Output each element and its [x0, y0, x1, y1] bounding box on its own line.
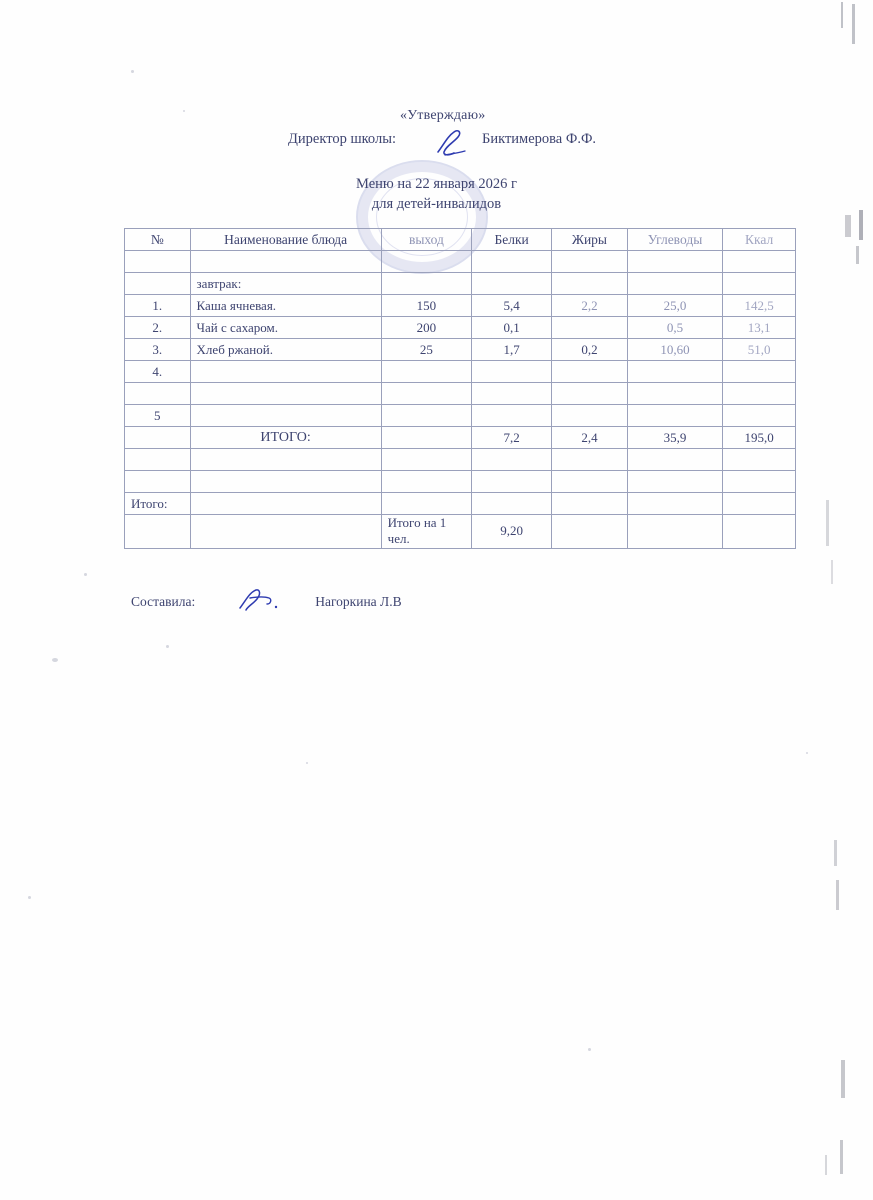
- cell-empty: [125, 471, 191, 493]
- cell-fat: 0,2: [552, 339, 628, 361]
- header-carbs: Углеводы: [627, 229, 723, 251]
- cell-fat: 2,2: [552, 295, 628, 317]
- header-kcal: Ккал: [723, 229, 796, 251]
- total-label: ИТОГО:: [190, 427, 381, 449]
- cell-empty: [125, 383, 191, 405]
- director-signature: [432, 126, 472, 160]
- cell-kcal: 51,0: [723, 339, 796, 361]
- table-row-per-person: [125, 515, 796, 549]
- cell-empty: [190, 515, 381, 549]
- table-row-section: [125, 273, 796, 295]
- cell-empty: [381, 427, 472, 449]
- cell-carbs: [627, 361, 723, 383]
- cell-empty: [723, 251, 796, 273]
- cell-empty: [552, 273, 628, 295]
- cell-output: 25: [381, 339, 472, 361]
- cell-num: 4.: [125, 361, 191, 383]
- cell-empty: [723, 471, 796, 493]
- table-row-itogo: [125, 493, 796, 515]
- cell-output: [381, 405, 472, 427]
- cell-empty: [627, 493, 723, 515]
- table-header-row: [125, 229, 796, 251]
- cell-empty: [190, 471, 381, 493]
- cell-empty: [472, 471, 552, 493]
- cell-output: [381, 361, 472, 383]
- menu-title: Меню на 22 января 2026 г: [356, 176, 517, 192]
- cell-empty: [627, 515, 723, 549]
- cell-name: Чай с сахаром.: [190, 317, 381, 339]
- compiler-label: Составила:: [131, 594, 196, 609]
- cell-empty: [723, 383, 796, 405]
- compiler-name: Нагоркина Л.В: [315, 594, 402, 609]
- cell-protein: 5,4: [472, 295, 552, 317]
- cell-empty: [190, 251, 381, 273]
- director-name: Биктимерова Ф.Ф.: [482, 131, 597, 147]
- cell-name: [190, 361, 381, 383]
- cell-kcal: 142,5: [723, 295, 796, 317]
- cell-carbs: 0,5: [627, 317, 723, 339]
- cell-empty: [552, 383, 628, 405]
- cell-protein: 1,7: [472, 339, 552, 361]
- cell-num: 3.: [125, 339, 191, 361]
- cell-empty: [552, 471, 628, 493]
- cell-protein: 0,1: [472, 317, 552, 339]
- approval-text: «Утверждаю»: [400, 108, 486, 123]
- cell-empty: [627, 251, 723, 273]
- cell-carbs: [627, 405, 723, 427]
- cell-empty: [190, 449, 381, 471]
- total-protein: 7,2: [472, 427, 552, 449]
- table-row: [125, 405, 796, 427]
- cell-empty: [627, 471, 723, 493]
- cell-empty: [472, 251, 552, 273]
- header-fat: Жиры: [552, 229, 628, 251]
- cell-empty: [125, 273, 191, 295]
- cell-protein: [472, 405, 552, 427]
- total-fat: 2,4: [552, 427, 628, 449]
- cell-kcal: [723, 405, 796, 427]
- cell-kcal: [723, 361, 796, 383]
- cell-protein: [472, 361, 552, 383]
- cell-empty: [381, 273, 472, 295]
- cell-empty: [627, 273, 723, 295]
- cell-fat: [552, 405, 628, 427]
- header-output: выход: [381, 229, 472, 251]
- total-kcal: 195,0: [723, 427, 796, 449]
- cell-empty: [472, 273, 552, 295]
- cell-empty: [125, 515, 191, 549]
- cell-carbs: 10,60: [627, 339, 723, 361]
- table-row-total: [125, 427, 796, 449]
- cell-empty: [125, 251, 191, 273]
- cell-empty: [472, 383, 552, 405]
- cell-name: Хлеб ржаной.: [190, 339, 381, 361]
- cell-empty: [552, 251, 628, 273]
- cell-name: [190, 405, 381, 427]
- cell-empty: [552, 515, 628, 549]
- director-label: Директор школы:: [288, 131, 396, 147]
- header-name: Наименование блюда: [190, 229, 381, 251]
- cell-empty: [125, 427, 191, 449]
- section-label: завтрак:: [190, 273, 381, 295]
- per-person-label: Итого на 1 чел.: [381, 515, 472, 549]
- compiler-signature: [236, 586, 282, 616]
- cell-num: 5: [125, 405, 191, 427]
- menu-table: [124, 228, 796, 549]
- cell-fat: [552, 317, 628, 339]
- table-row-empty: [125, 471, 796, 493]
- total-carbs: 35,9: [627, 427, 723, 449]
- cell-name: Каша ячневая.: [190, 295, 381, 317]
- header-protein: Белки: [472, 229, 552, 251]
- table-row-empty: [125, 449, 796, 471]
- cell-output: 150: [381, 295, 472, 317]
- cell-empty: [125, 449, 191, 471]
- table-row-spacer: [125, 251, 796, 273]
- itogo-label: Итого:: [125, 493, 191, 515]
- cell-num: 2.: [125, 317, 191, 339]
- cell-output: 200: [381, 317, 472, 339]
- cell-kcal: 13,1: [723, 317, 796, 339]
- cell-empty: [381, 493, 472, 515]
- cell-empty: [723, 273, 796, 295]
- cell-empty: [723, 515, 796, 549]
- cell-empty: [472, 449, 552, 471]
- cell-num: 1.: [125, 295, 191, 317]
- cell-empty: [472, 493, 552, 515]
- table-row-empty: [125, 383, 796, 405]
- cell-empty: [627, 449, 723, 471]
- cell-empty: [723, 449, 796, 471]
- cell-empty: [381, 449, 472, 471]
- cell-empty: [381, 251, 472, 273]
- cell-empty: [552, 449, 628, 471]
- cell-empty: [190, 383, 381, 405]
- cell-empty: [627, 383, 723, 405]
- cell-carbs: 25,0: [627, 295, 723, 317]
- table-row: [125, 317, 796, 339]
- per-person-value: 9,20: [472, 515, 552, 549]
- table-row: [125, 295, 796, 317]
- cell-empty: [381, 383, 472, 405]
- menu-subtitle: для детей-инвалидов: [371, 196, 502, 212]
- table-row: [125, 339, 796, 361]
- table-row: [125, 361, 796, 383]
- cell-empty: [552, 493, 628, 515]
- cell-fat: [552, 361, 628, 383]
- cell-empty: [190, 493, 381, 515]
- header-num: №: [125, 229, 191, 251]
- cell-empty: [381, 471, 472, 493]
- cell-empty: [723, 493, 796, 515]
